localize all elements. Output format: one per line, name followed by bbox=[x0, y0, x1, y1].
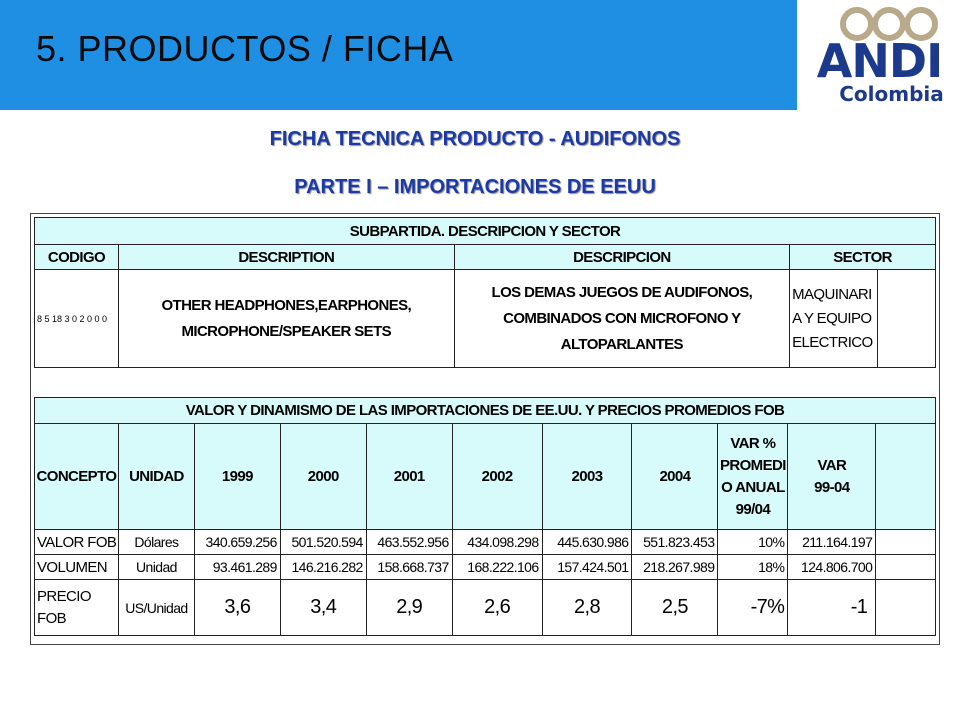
row-concepto: VOLUMEN bbox=[35, 555, 119, 580]
row-unidad: Dólares bbox=[118, 530, 194, 555]
row-concepto: VALOR FOB bbox=[35, 530, 119, 555]
cell-var-pct: 10% bbox=[718, 530, 788, 555]
table-row bbox=[35, 530, 936, 555]
cell-2001: 463.552.956 bbox=[366, 530, 452, 555]
col-2000: 2000 bbox=[280, 424, 366, 530]
description-line: MICROPHONE/SPEAKER SETS bbox=[181, 322, 392, 340]
var-pct-line: O ANUAL bbox=[721, 478, 785, 496]
col-concepto: CONCEPTO bbox=[35, 424, 119, 530]
cell-var-pct: -7% bbox=[718, 580, 788, 636]
descripcion-value bbox=[454, 270, 790, 368]
col-var bbox=[788, 424, 876, 530]
cell-var: 124.806.700 bbox=[788, 555, 876, 580]
col-2002: 2002 bbox=[452, 424, 542, 530]
col-unidad: UNIDAD bbox=[118, 424, 194, 530]
empty-cell bbox=[876, 580, 936, 636]
cell-2002: 2,6 bbox=[452, 580, 542, 636]
concepto-line: FOB bbox=[37, 609, 67, 627]
col-descripcion: DESCRIPCION bbox=[454, 245, 790, 270]
sector-value bbox=[790, 270, 878, 368]
cell-2000: 501.520.594 bbox=[280, 530, 366, 555]
cell-2003: 445.630.986 bbox=[542, 530, 632, 555]
cell-2000: 146.216.282 bbox=[280, 555, 366, 580]
empty-cell bbox=[876, 555, 936, 580]
cell-2000: 3,4 bbox=[280, 580, 366, 636]
page-title: 5. PRODUCTOS / FICHA bbox=[36, 28, 454, 69]
cell-2003: 2,8 bbox=[542, 580, 632, 636]
logo-sub-text: Colombia bbox=[839, 82, 944, 106]
codigo-value: 8 5 18 3 0 2 0 0 0 bbox=[35, 270, 119, 368]
col-1999: 1999 bbox=[194, 424, 280, 530]
valor-table bbox=[34, 397, 936, 636]
table-row bbox=[35, 555, 936, 580]
subtitle-parte: PARTE I – IMPORTACIONES DE EEUU bbox=[294, 176, 656, 198]
descripcion-line: LOS DEMAS JUEGOS DE AUDIFONOS, bbox=[491, 283, 753, 301]
col-2003: 2003 bbox=[542, 424, 632, 530]
description-line: OTHER HEADPHONES,EARPHONES, bbox=[161, 296, 412, 314]
var-pct-line: 99/04 bbox=[735, 500, 771, 518]
cell-2004: 218.267.989 bbox=[632, 555, 718, 580]
col-codigo: CODIGO bbox=[35, 245, 119, 270]
sector-line: A Y EQUIPO bbox=[792, 309, 872, 327]
cell-2004: 551.823.453 bbox=[632, 530, 718, 555]
table-row bbox=[35, 580, 936, 636]
sector-line: MAQUINARI bbox=[792, 285, 872, 303]
cell-var: 211.164.197 bbox=[788, 530, 876, 555]
empty-cell bbox=[878, 270, 936, 368]
subpartida-header: SUBPARTIDA. DESCRIPCION Y SECTOR bbox=[35, 218, 936, 245]
cell-2002: 434.098.298 bbox=[452, 530, 542, 555]
descripcion-line: COMBINADOS CON MICROFONO Y bbox=[503, 309, 741, 327]
col-2001: 2001 bbox=[366, 424, 452, 530]
row-unidad: Unidad bbox=[118, 555, 194, 580]
row-unidad: US/Unidad bbox=[118, 580, 194, 636]
concepto-line: PRECIO bbox=[37, 587, 91, 605]
cell-var-pct: 18% bbox=[718, 555, 788, 580]
valor-header: VALOR Y DINAMISMO DE LAS IMPORTACIONES DE EE.UU. Y PRECIOS PROMEDIOS FOB bbox=[35, 398, 936, 424]
andi-logo bbox=[795, 0, 960, 110]
col-description: DESCRIPTION bbox=[118, 245, 454, 270]
var-pct-line: PROMEDI bbox=[719, 456, 786, 474]
cell-2004: 2,5 bbox=[632, 580, 718, 636]
spreadsheet bbox=[30, 213, 940, 645]
var-line: VAR bbox=[817, 456, 847, 474]
cell-1999: 93.461.289 bbox=[194, 555, 280, 580]
sector-line: ELECTRICO bbox=[792, 333, 873, 351]
col-var-pct bbox=[718, 424, 788, 530]
var-line: 99-04 bbox=[814, 478, 850, 496]
cell-2001: 158.668.737 bbox=[366, 555, 452, 580]
empty-cell bbox=[876, 530, 936, 555]
logo-main-text: ANDI bbox=[816, 34, 943, 88]
description-value bbox=[118, 270, 454, 368]
subtitle-ficha: FICHA TECNICA PRODUCTO - AUDIFONOS bbox=[269, 128, 681, 150]
cell-var: -1 bbox=[788, 580, 876, 636]
subpartida-table bbox=[34, 217, 936, 368]
descripcion-line: ALTOPARLANTES bbox=[560, 335, 683, 353]
col-2004: 2004 bbox=[632, 424, 718, 530]
cell-2003: 157.424.501 bbox=[542, 555, 632, 580]
cell-1999: 340.659.256 bbox=[194, 530, 280, 555]
cell-2001: 2,9 bbox=[366, 580, 452, 636]
var-pct-line: VAR % bbox=[730, 434, 776, 452]
empty-header-cell bbox=[876, 424, 936, 530]
cell-1999: 3,6 bbox=[194, 580, 280, 636]
row-concepto bbox=[35, 580, 119, 636]
cell-2002: 168.222.106 bbox=[452, 555, 542, 580]
col-sector: SECTOR bbox=[790, 245, 936, 270]
